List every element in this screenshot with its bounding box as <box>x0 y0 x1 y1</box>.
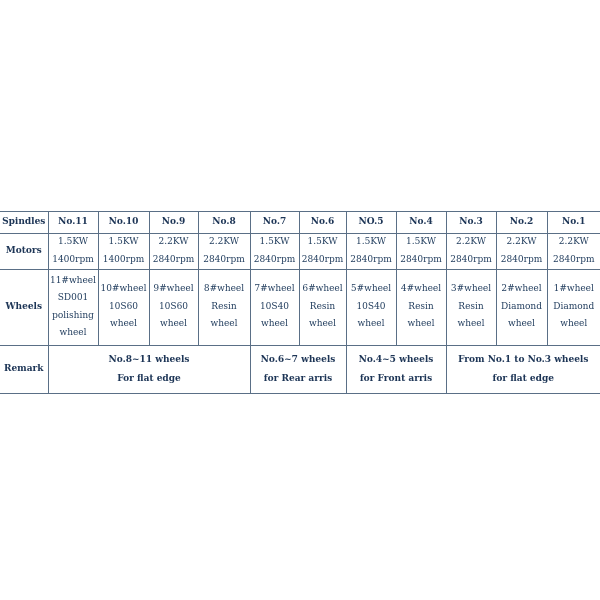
remark-line: From No.1 to No.3 wheels <box>458 354 589 365</box>
motor-power: 2.2KW <box>209 237 239 247</box>
wheel-line: Resin <box>309 301 336 312</box>
motor-cell <box>547 234 600 270</box>
motor-speed: 2840rpm <box>203 254 245 265</box>
motor-cell <box>496 234 547 270</box>
motor-power: 1.5KW <box>356 237 386 247</box>
wheel-line: Diamond <box>501 301 542 312</box>
wheel-line: wheel <box>308 319 337 330</box>
remark-line: for flat edge <box>492 373 554 384</box>
wheel-cell <box>299 270 346 346</box>
row-label-spindles: Spindles <box>0 212 48 234</box>
motor-speed: 2840rpm <box>450 254 492 265</box>
wheel-line: SD001 <box>57 293 89 303</box>
motor-power: 2.2KW <box>456 237 486 247</box>
wheel-line: 10S60 <box>108 301 139 312</box>
wheel-line: 10S40 <box>356 301 386 312</box>
wheel-line: 6#wheel <box>302 284 343 295</box>
motor-speed: 2840rpm <box>400 254 442 265</box>
motor-cell <box>198 234 250 270</box>
wheel-line: 2#wheel <box>501 284 542 295</box>
spindle-no7: No.7 <box>250 212 299 234</box>
spindle-no6: No.6 <box>299 212 346 234</box>
wheel-line: Resin <box>408 301 434 312</box>
wheel-line: 10#wheel <box>100 284 147 295</box>
remark-no6-7 <box>250 346 346 394</box>
motor-power: 2.2KW <box>558 237 589 247</box>
wheel-line: 11#wheel <box>49 275 97 286</box>
wheel-line: wheel <box>560 319 588 330</box>
motor-cell <box>396 234 446 270</box>
wheel-line: wheel <box>507 319 536 330</box>
motor-cell <box>250 234 299 270</box>
wheel-line: wheel <box>210 319 238 330</box>
spindle-no3: No.3 <box>446 212 496 234</box>
motor-cell <box>48 234 98 270</box>
remark-no1-3 <box>446 346 600 394</box>
remark-line: No.8~11 wheels <box>108 354 190 365</box>
motor-cell <box>446 234 496 270</box>
wheel-line: 7#wheel <box>254 284 295 295</box>
wheel-cell <box>547 270 600 346</box>
motor-speed: 2840rpm <box>552 254 595 265</box>
motor-cell <box>149 234 198 270</box>
wheel-line: 9#wheel <box>153 284 194 295</box>
wheel-line: Diamond <box>553 301 595 312</box>
remark-line: For flat edge <box>117 373 181 384</box>
spindle-no5: NO.5 <box>346 212 396 234</box>
motors-row <box>0 234 600 270</box>
remark-row <box>0 346 600 394</box>
spindle-no4: No.4 <box>396 212 446 234</box>
spindle-no8: No.8 <box>198 212 250 234</box>
wheel-line: 1#wheel <box>553 284 594 295</box>
remark-line: for Front arris <box>359 373 433 384</box>
spindle-no10: No.10 <box>98 212 149 234</box>
motor-speed: 2840rpm <box>301 254 344 265</box>
wheel-line: 10S40 <box>259 301 290 312</box>
motor-power: 1.5KW <box>406 237 436 247</box>
wheel-cell <box>496 270 547 346</box>
spindle-spec-table <box>0 211 600 394</box>
spindle-no2: No.2 <box>496 212 547 234</box>
row-label-wheels: Wheels <box>0 270 48 346</box>
wheel-line: 8#wheel <box>203 284 245 295</box>
spindles-row <box>0 212 600 234</box>
wheel-line: 4#wheel <box>400 284 442 295</box>
wheel-line: wheel <box>109 319 138 330</box>
wheel-cell <box>346 270 396 346</box>
motor-speed: 2840rpm <box>152 254 195 265</box>
motor-cell <box>346 234 396 270</box>
wheel-line: wheel <box>260 319 289 330</box>
wheel-line: 5#wheel <box>350 284 392 295</box>
wheel-cell <box>149 270 198 346</box>
motor-speed: 2840rpm <box>253 254 296 265</box>
motor-cell <box>299 234 346 270</box>
motor-speed: 2840rpm <box>500 254 543 265</box>
wheel-line: wheel <box>407 319 435 330</box>
motor-speed: 1400rpm <box>52 254 94 265</box>
motor-cell <box>98 234 149 270</box>
wheel-cell <box>250 270 299 346</box>
wheel-line: polishing <box>52 310 94 321</box>
remark-line: No.6~7 wheels <box>260 354 336 365</box>
wheel-line: wheel <box>357 319 385 330</box>
motor-power: 1.5KW <box>307 237 338 247</box>
wheel-line: 3#wheel <box>450 284 492 295</box>
motor-power: 1.5KW <box>108 237 139 247</box>
remark-line: for Rear arris <box>263 373 333 384</box>
wheel-cell <box>396 270 446 346</box>
motor-power: 1.5KW <box>259 237 290 247</box>
wheel-line: wheel <box>59 328 87 338</box>
motor-speed: 1400rpm <box>102 254 145 265</box>
row-label-remark: Remark <box>0 346 48 394</box>
row-label-motors: Motors <box>0 234 48 270</box>
motor-speed: 2840rpm <box>350 254 392 265</box>
wheel-line: 10S60 <box>158 301 189 312</box>
wheel-cell <box>98 270 149 346</box>
remark-no4-5 <box>346 346 446 394</box>
wheel-cell <box>198 270 250 346</box>
spindle-no9: No.9 <box>149 212 198 234</box>
wheel-line: Resin <box>458 301 484 312</box>
spindle-no11: No.11 <box>48 212 98 234</box>
remark-no8-11 <box>48 346 250 394</box>
motor-power: 2.2KW <box>158 237 189 247</box>
motor-power: 2.2KW <box>506 237 537 247</box>
remark-line: No.4~5 wheels <box>358 354 434 365</box>
wheels-row <box>0 270 600 346</box>
wheel-line: wheel <box>457 319 485 330</box>
wheel-cell <box>48 270 98 346</box>
spindle-no1: No.1 <box>547 212 600 234</box>
wheel-line: Resin <box>211 301 237 312</box>
wheel-line: wheel <box>159 319 188 330</box>
wheel-cell <box>446 270 496 346</box>
motor-power: 1.5KW <box>58 237 88 247</box>
